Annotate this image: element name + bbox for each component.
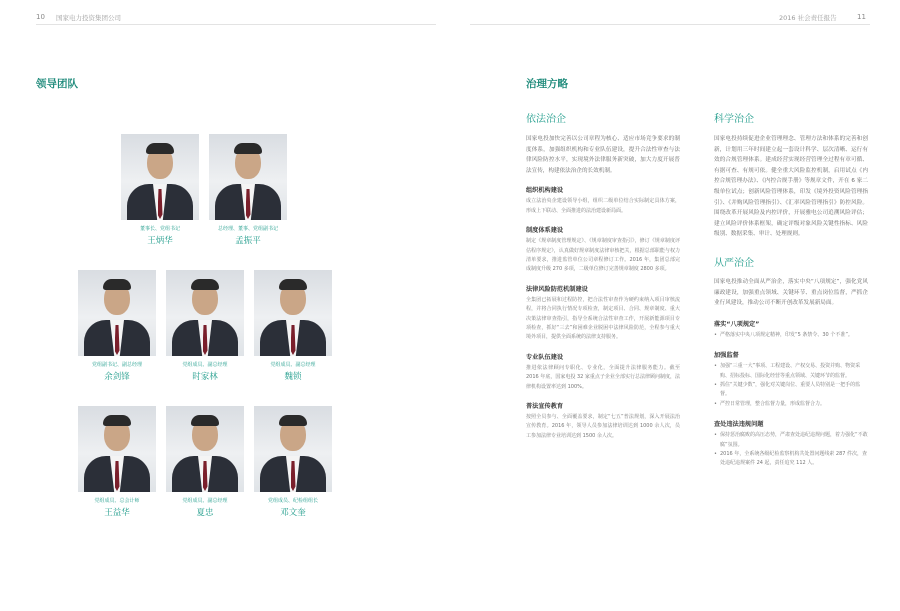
item-heading: 普法宣传教育 bbox=[526, 403, 564, 411]
bullet-item: • 抓住“关键少数”，强化对关键岗位、重要人员特别是一把手的监督。 bbox=[714, 381, 868, 400]
strict-governance-intro: 国家电投推动全面从严治企，落实中央“八项规定”，强化党风廉政建设，加强重点领域、关键环节、重点岗位监督，严抓企业行风建设，推动公司不断开创改革发展新局面。 bbox=[714, 278, 868, 307]
science-governance-intro: 国家电投持续促进企业管理理念、管理方法和体系的完善和创新，计划用三年时间建立起一套设计科学、层次清晰、运行有效的合规管理体系。建成经营实现经营管理全过程有章可循、有据可查、有规可依。健全重大风险监控机制，启用试点《内控合规管理办法》、《内控合规手册》等规章文件，开在 6 家二级单位试点；创新风险管理体系，印发《境外投资风险管理指引》、《并购风险管理指引》、《汇率风险管理指引》防控风险。围绕改革开展风险及内控评价，开展雅电公司追溯风险评估；建立风险评价体系框架，确定评级对象风险关键性指标、风险级别、数据采集、审计、处理规则。 bbox=[714, 136, 868, 238]
leader-photo bbox=[166, 270, 244, 356]
governance-section-title: 治理方略 bbox=[526, 78, 568, 90]
leader-photo bbox=[254, 406, 332, 492]
rule-of-law-item bbox=[526, 401, 680, 441]
strict-governance-group bbox=[714, 350, 868, 409]
leader-name: 王炳华 bbox=[147, 236, 173, 246]
group-heading: 加强监督 bbox=[714, 352, 739, 360]
leader-card bbox=[121, 134, 199, 246]
rule-of-law-intro: 国家电投加快完善以公司章程为核心、适应市场竞争要求的制度体系，加强组织机构和专业队伍建设，提升合法性审查与法律风险防控水平，实现境外法律服务新突破，加大力度开展普法宣传，构建依法治企的长效机制。 bbox=[526, 136, 680, 174]
item-heading: 专业队伍建设 bbox=[526, 353, 564, 361]
item-text: 制定《规章制度管理规定》、《规章制度审查指引》，修订《规章制度评估程序规定》，认真做好规章制度法律审核把关，根据总部职能与权力清单要求，推进监管单位公司章程修订工作。2016 年，集团总部完成制度升级 270 多项，二级单位修订完善规章制度 2800 多项。 bbox=[526, 238, 680, 273]
leader-card bbox=[78, 406, 156, 518]
rule-of-law-item bbox=[526, 185, 680, 216]
leader-card bbox=[166, 406, 244, 518]
group-bullets bbox=[714, 431, 868, 469]
leader-card bbox=[78, 270, 156, 382]
rule-of-law-title: 依法治企 bbox=[526, 114, 566, 125]
leader-photo bbox=[78, 270, 156, 356]
rule-of-law-item bbox=[526, 284, 680, 343]
item-text: 成立法治央企建设领导小组，组织二级单位结合实际制定具体方案，形成上下联动、全面推进的法治建设新局面。 bbox=[526, 198, 680, 214]
group-bullets bbox=[714, 331, 868, 340]
leader-card bbox=[166, 270, 244, 382]
leader-photo bbox=[209, 134, 287, 220]
strict-governance-title: 从严治企 bbox=[714, 257, 754, 269]
leader-name: 王益华 bbox=[104, 508, 130, 518]
rule-of-law-item bbox=[526, 225, 680, 275]
group-bullets bbox=[714, 362, 868, 409]
leader-role: 党组副书记、副总经理 bbox=[91, 362, 142, 368]
leader-role: 党组成员、副总经理 bbox=[270, 362, 316, 368]
leader-role: 总经理、董事、党组副书记 bbox=[217, 226, 278, 232]
leader-role: 董事长、党组书记 bbox=[139, 226, 180, 232]
leader-card bbox=[209, 134, 287, 246]
science-column bbox=[714, 110, 868, 469]
leader-name: 余剑锋 bbox=[104, 372, 130, 382]
leader-name: 夏忠 bbox=[196, 508, 214, 518]
leader-role: 党组成员、副总经理 bbox=[182, 498, 228, 504]
leader-name: 魏锁 bbox=[284, 372, 302, 382]
rule-of-law-item bbox=[526, 352, 680, 392]
leader-name: 时家林 bbox=[192, 372, 218, 382]
leader-card bbox=[254, 406, 332, 518]
strict-governance-groups bbox=[714, 319, 868, 469]
bullet-item: • 严控日常管理，整合监督力量，形成监督合力。 bbox=[714, 400, 868, 409]
bullet-item: • 保持惩治腐败的高压态势，严肃查处违纪违规问题，着力强化“不敢腐”氛围。 bbox=[714, 431, 868, 450]
rule-of-law-column bbox=[526, 110, 680, 441]
science-governance-title: 科学治企 bbox=[714, 114, 754, 125]
bullet-item: • 严格落实中央八项规定精神，印发“5 条禁令、30 个不准”。 bbox=[714, 331, 868, 340]
rule-of-law-items bbox=[526, 185, 680, 441]
leader-role: 党组成员、总会计师 bbox=[94, 498, 140, 504]
strict-governance-group bbox=[714, 319, 868, 340]
item-text: 全集团已拓展和过程防控，把合法性审查作为硬约束纳入项目审核流程，并将合同执行情况专项检查，制定项目、合同、规章制度、重大决策法律审查指引，指导全系统合法性审查工作，开展新能源项目专项检查，抓好“三去”和困难企业脱困中法律风险防范，全程参与重大境外项目，提供全面系统的法律支持服务。 bbox=[526, 296, 680, 341]
item-heading: 组织机构建设 bbox=[526, 187, 564, 195]
left-header-rule bbox=[36, 24, 436, 25]
leader-photo bbox=[78, 406, 156, 492]
bullet-item: • 2016 年，全系统各级纪检监察机构共处置问题线索 287 件次，查处违纪违规案件 24 起，责任追究 112 人。 bbox=[714, 450, 868, 469]
item-heading: 法律风险防范机制建设 bbox=[526, 285, 588, 293]
leadership-section-title: 领导团队 bbox=[36, 78, 78, 90]
item-text: 推进依法律顾问专职化、专业化，全面提升法律服务能力。截至 2016 年底，国家电投 32 家重点子企业全部实行总法律顾问制度，法律机构设置率达到 100%。 bbox=[526, 364, 680, 390]
leader-role: 党组成员、纪检组组长 bbox=[267, 498, 318, 504]
bullet-item: • 加强“三重一大”事项、工程建设、产权交易、投资并购、物资采购、招标投标、国际化经营等重点领域、关键环节的监督。 bbox=[714, 362, 868, 381]
leader-role: 党组成员、副总经理 bbox=[182, 362, 228, 368]
strict-governance-group bbox=[714, 419, 868, 469]
right-header-rule bbox=[470, 24, 870, 25]
right-page-number: 11 bbox=[857, 13, 866, 21]
group-heading: 查处违法违规问题 bbox=[714, 421, 764, 429]
leader-card bbox=[254, 270, 332, 382]
leader-name: 孟振平 bbox=[235, 236, 261, 246]
item-heading: 制度体系建设 bbox=[526, 227, 564, 235]
right-running-title: 2016 社会责任报告 bbox=[779, 14, 837, 22]
left-page-number: 10 bbox=[36, 13, 45, 21]
left-running-title: 国家电力投资集团公司 bbox=[56, 14, 121, 22]
leader-photo bbox=[121, 134, 199, 220]
leader-photo bbox=[166, 406, 244, 492]
leader-photo bbox=[254, 270, 332, 356]
item-text: 按照全员参与、全面覆盖要求，制定“七五”普法规划，深入开展法治宣传教育。2016 年，领导人员参加法律培训达到 1000 余人次，员工参加法律专业培训达到 1500 余人次。 bbox=[526, 414, 680, 439]
group-heading: 落实“八项规定” bbox=[714, 320, 760, 328]
leader-name: 邓文奎 bbox=[280, 508, 306, 518]
